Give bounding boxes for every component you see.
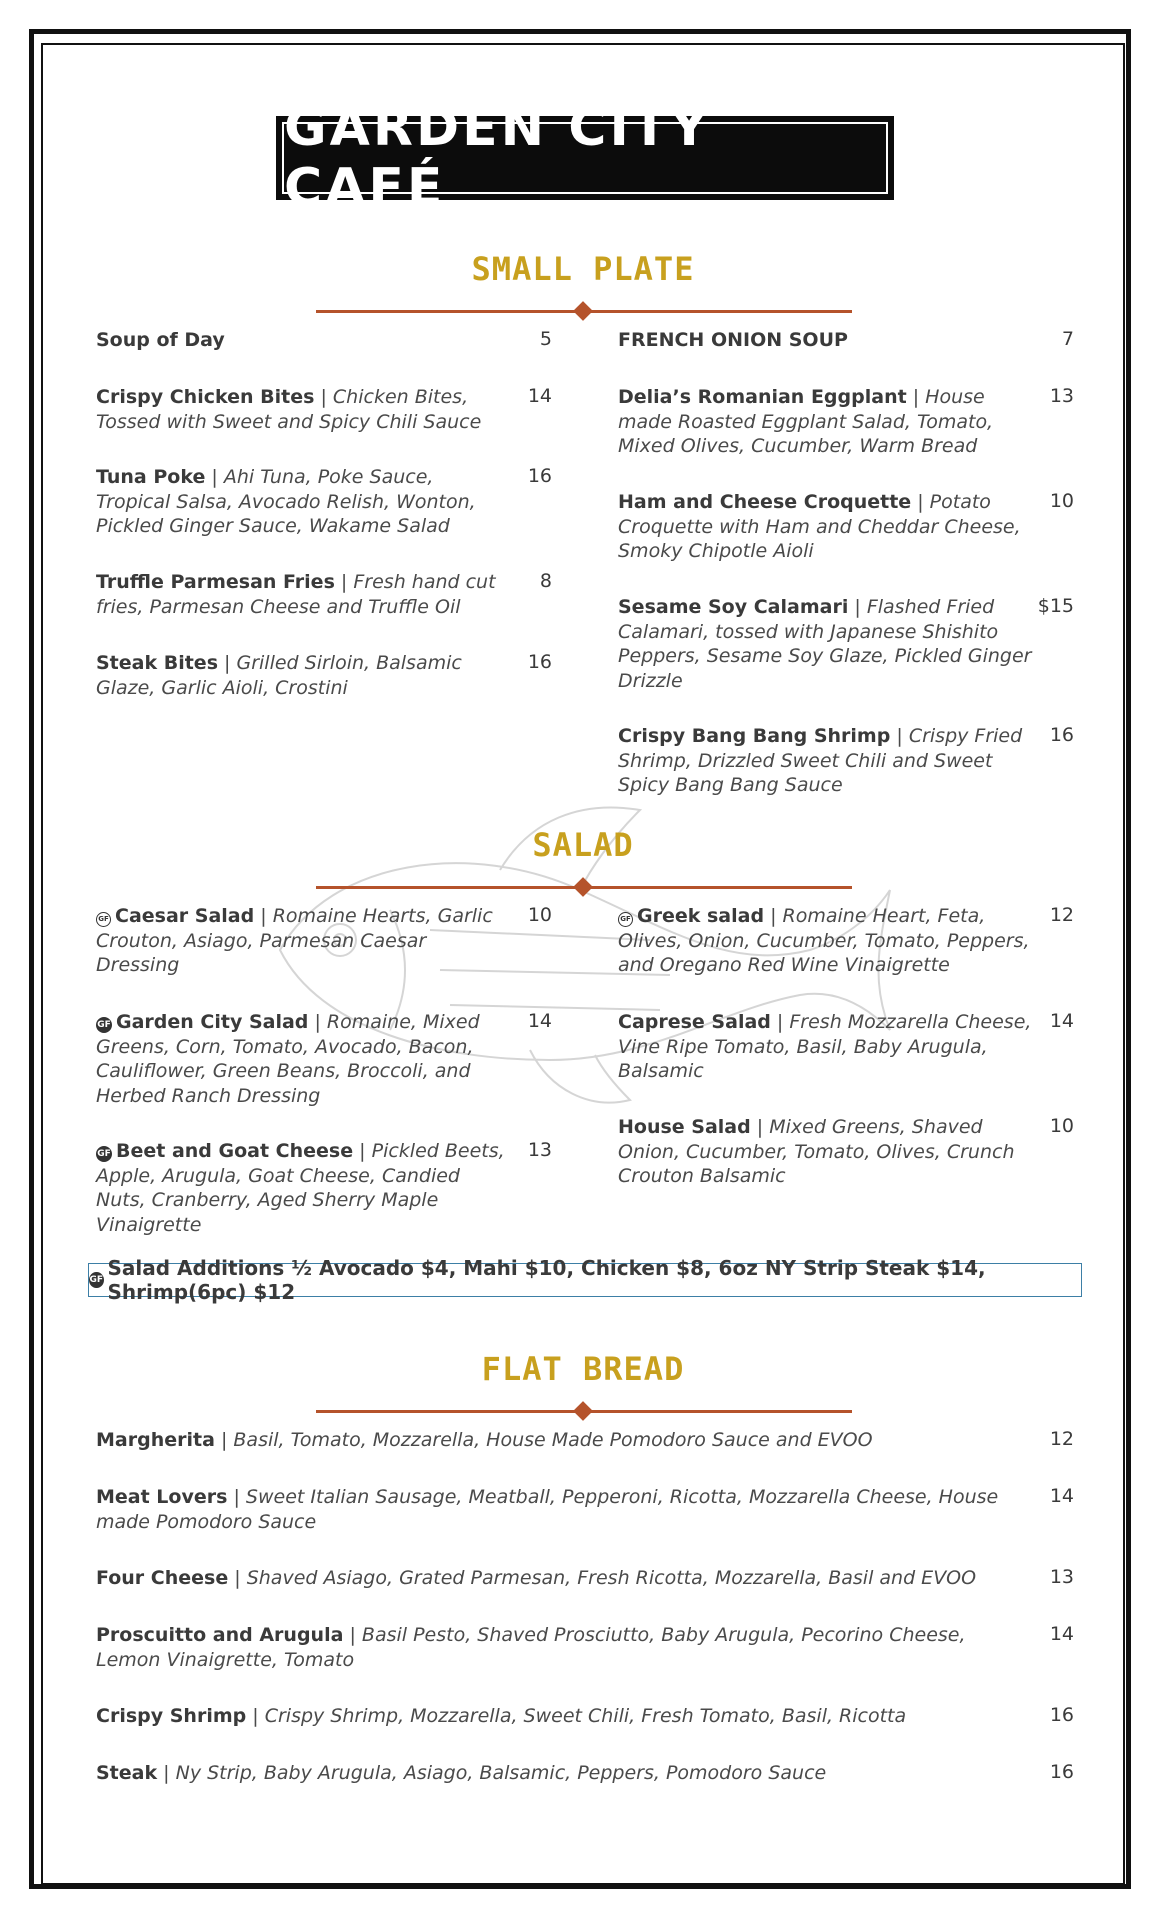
item-price: 10 (1049, 490, 1074, 512)
flat-bread-divider (316, 1410, 852, 1413)
gluten-free-icon: GF (96, 1017, 112, 1033)
list-item: GF Garden City Salad | Romaine, Mixed Greens, Corn, Tomato, Avocado, Bacon, Cauliflower, Green Beans, Broccoli, and Herbed Ranch Dressing (96, 1011, 480, 1107)
item-price: 13 (527, 1139, 552, 1161)
item-description: Potato Croquette with Ham and Cheddar Cheese, Smoky Chipotle Aioli (618, 491, 1021, 562)
list-item: GF Greek salad | Romaine Heart, Feta, Olives, Onion, Cucumber, Tomato, Peppers, and Oregano Red Wine Vinaigrette (618, 905, 1030, 976)
item-description: Basil, Tomato, Mozzarella, House Made Pomodoro Sauce and EVOO (233, 1429, 873, 1451)
item-description: Fresh hand cut fries, Parmesan Cheese and Truffle Oil (96, 571, 496, 618)
item-name: Soup of Day (96, 329, 225, 351)
item-name: Garden City Salad (116, 1011, 309, 1033)
item-price: 16 (527, 651, 552, 673)
item-price: 7 (1061, 328, 1074, 350)
item-name: Proscuitto and Arugula (96, 1624, 344, 1646)
list-item: Sesame Soy Calamari | Flashed Fried Calamari, tossed with Japanese Shishito Peppers, Sesame Soy Glaze, Pickled Ginger Drizzle (618, 596, 1032, 692)
item-description: Crispy Fried Shrimp, Drizzled Sweet Chili and Sweet Spicy Bang Bang Sauce (618, 725, 1023, 796)
item-name: Meat Lovers (96, 1486, 228, 1508)
item-name: Margherita (96, 1429, 215, 1451)
item-name: Steak Bites (96, 652, 218, 674)
item-price: 10 (1049, 1115, 1074, 1137)
item-price: 5 (539, 328, 552, 350)
item-price: 14 (1049, 1485, 1074, 1507)
item-description: Ahi Tuna, Poke Sauce, Tropical Salsa, Avocado Relish, Wonton, Pickled Ginger Sauce, Wakame Salad (96, 466, 476, 537)
item-name: FRENCH ONION SOUP (618, 329, 848, 351)
list-item (96, 328, 508, 353)
salad-additions-text: Salad Additions ½ Avocado $4, Mahi $10, Chicken $8, 6oz NY Strip Steak $14, Shrimp(6pc) $12 (107, 1256, 986, 1304)
item-name: Four Cheese (96, 1567, 229, 1589)
item-name: Crispy Chicken Bites (96, 386, 315, 408)
restaurant-logo (276, 98, 894, 218)
list-item (618, 328, 1032, 353)
gluten-free-icon: GF (96, 912, 111, 927)
item-description: Ny Strip, Baby Arugula, Asiago, Balsamic, Peppers, Pomodoro Sauce (175, 1762, 827, 1784)
item-price: 13 (1049, 385, 1074, 407)
list-item: Ham and Cheese Croquette | Potato Croquette with Ham and Cheddar Cheese, Smoky Chipotle Aioli (618, 491, 1021, 562)
list-item: Truffle Parmesan Fries | Fresh hand cut fries, Parmesan Cheese and Truffle Oil (96, 571, 496, 618)
salad-title: SALAD (532, 826, 634, 864)
item-price: $15 (1037, 595, 1074, 617)
salad-additions-box (88, 1256, 1082, 1304)
item-description: Romaine Heart, Feta, Olives, Onion, Cucumber, Tomato, Peppers, and Oregano Red Wine Vinaigrette (618, 905, 1030, 976)
item-name: Sesame Soy Calamari (618, 596, 849, 618)
item-description: Sweet Italian Sausage, Meatball, Pepperoni, Ricotta, Mozzarella Cheese, House made Pomodoro Sauce (96, 1486, 999, 1533)
salad-divider (316, 886, 852, 889)
list-item: Meat Lovers | Sweet Italian Sausage, Meatball, Pepperoni, Ricotta, Mozzarella Cheese, House made Pomodoro Sauce (96, 1486, 999, 1533)
item-price: 16 (1049, 724, 1074, 746)
item-name: Delia’s Romanian Eggplant (618, 386, 907, 408)
item-name: Truffle Parmesan Fries (96, 571, 335, 593)
item-name: Crispy Bang Bang Shrimp (618, 725, 891, 747)
item-name: Tuna Poke (96, 466, 206, 488)
list-item: GF Caesar Salad | Romaine Hearts, Garlic Crouton, Asiago, Parmesan Caesar Dressing (96, 905, 493, 976)
list-item: Crispy Shrimp | Crispy Shrimp, Mozzarella, Sweet Chili, Fresh Tomato, Basil, Ricotta (96, 1705, 907, 1727)
item-price: 12 (1049, 1428, 1074, 1450)
list-item: Steak | Ny Strip, Baby Arugula, Asiago, Balsamic, Peppers, Pomodoro Sauce (96, 1762, 827, 1784)
item-name: Greek salad (637, 905, 765, 927)
item-description: Flashed Fried Calamari, tossed with Japanese Shishito Peppers, Sesame Soy Glaze, Pickled Ginger Drizzle (618, 596, 1032, 692)
item-description: Grilled Sirloin, Balsamic Glaze, Garlic Aioli, Crostini (96, 652, 462, 699)
gluten-free-icon: GF (96, 1146, 112, 1162)
list-item: Margherita | Basil, Tomato, Mozzarella, House Made Pomodoro Sauce and EVOO (96, 1429, 873, 1451)
list-item: Crispy Bang Bang Shrimp | Crispy Fried Shrimp, Drizzled Sweet Chili and Sweet Spicy Bang Bang Sauce (618, 725, 1023, 796)
gluten-free-icon: GF (618, 912, 633, 927)
list-item: Proscuitto and Arugula | Basil Pesto, Shaved Prosciutto, Baby Arugula, Pecorino Cheese, Lemon Vinaigrette, Tomato (96, 1624, 966, 1671)
item-description: Crispy Shrimp, Mozzarella, Sweet Chili, Fresh Tomato, Basil, Ricotta (264, 1705, 907, 1727)
list-item: House Salad | Mixed Greens, Shaved Onion, Cucumber, Tomato, Olives, Crunch Crouton Balsamic (618, 1116, 1015, 1187)
item-price: 16 (1049, 1761, 1074, 1783)
item-description: Romaine Hearts, Garlic Crouton, Asiago, Parmesan Caesar Dressing (96, 905, 493, 976)
item-price: 12 (1049, 904, 1074, 926)
item-price: 13 (1049, 1566, 1074, 1588)
list-item: Tuna Poke | Ahi Tuna, Poke Sauce, Tropical Salsa, Avocado Relish, Wonton, Pickled Ginger Sauce, Wakame Salad (96, 466, 476, 537)
item-description: House made Roasted Eggplant Salad, Tomato, Mixed Olives, Cucumber, Warm Bread (618, 386, 994, 457)
item-name: House Salad (618, 1116, 751, 1138)
list-item: GF Beet and Goat Cheese | Pickled Beets, Apple, Arugula, Goat Cheese, Candied Nuts, Cranberry, Aged Sherry Maple Vinaigrette (96, 1140, 505, 1236)
item-name: Caprese Salad (618, 1011, 771, 1033)
item-name: Ham and Cheese Croquette (618, 491, 912, 513)
item-description: Pickled Beets, Apple, Arugula, Goat Cheese, Candied Nuts, Cranberry, Aged Sherry Maple Vinaigrette (96, 1140, 505, 1236)
item-description: Shaved Asiago, Grated Parmesan, Fresh Ricotta, Mozzarella, Basil and EVOO (246, 1567, 977, 1589)
item-description: Basil Pesto, Shaved Prosciutto, Baby Arugula, Pecorino Cheese, Lemon Vinaigrette, Tomato (96, 1624, 966, 1671)
item-price: 16 (1049, 1704, 1074, 1726)
list-item: Steak Bites | Grilled Sirloin, Balsamic Glaze, Garlic Aioli, Crostini (96, 652, 462, 699)
list-item: Caprese Salad | Fresh Mozzarella Cheese, Vine Ripe Tomato, Basil, Baby Arugula, Balsamic (618, 1011, 1032, 1082)
item-description: Mixed Greens, Shaved Onion, Cucumber, Tomato, Olives, Crunch Crouton Balsamic (618, 1116, 1015, 1187)
item-price: 14 (527, 385, 552, 407)
item-price: 8 (539, 570, 552, 592)
list-item: Delia’s Romanian Eggplant | House made Roasted Eggplant Salad, Tomato, Mixed Olives, Cucumber, Warm Bread (618, 386, 994, 457)
flat-bread-title: FLAT BREAD (481, 1350, 685, 1388)
item-description: Romaine, Mixed Greens, Corn, Tomato, Avocado, Bacon, Cauliflower, Green Beans, Broccoli, and Herbed Ranch Dressing (96, 1011, 480, 1107)
item-name: Steak (96, 1762, 158, 1784)
item-price: 10 (527, 904, 552, 926)
list-item: Crispy Chicken Bites | Chicken Bites, Tossed with Sweet and Spicy Chili Sauce (96, 386, 482, 433)
item-price: 14 (1049, 1010, 1074, 1032)
logo-frame (282, 98, 888, 218)
small-plate-title: SMALL PLATE (471, 250, 695, 288)
item-price: 14 (1049, 1623, 1074, 1645)
item-description: Chicken Bites, Tossed with Sweet and Spicy Chili Sauce (96, 386, 482, 433)
item-description: Fresh Mozzarella Cheese, Vine Ripe Tomato, Basil, Baby Arugula, Balsamic (618, 1011, 1032, 1082)
small-plate-divider (316, 310, 852, 313)
item-price: 14 (527, 1010, 552, 1032)
list-item: Four Cheese | Shaved Asiago, Grated Parmesan, Fresh Ricotta, Mozzarella, Basil and EVOO (96, 1567, 977, 1589)
item-name: Caesar Salad (115, 905, 255, 927)
restaurant-name: GARDEN CITY CAFÉ (284, 98, 711, 218)
gluten-free-icon: GF (89, 1272, 104, 1288)
item-name: Crispy Shrimp (96, 1705, 247, 1727)
item-name: Beet and Goat Cheese (116, 1140, 354, 1162)
item-price: 16 (527, 465, 552, 487)
